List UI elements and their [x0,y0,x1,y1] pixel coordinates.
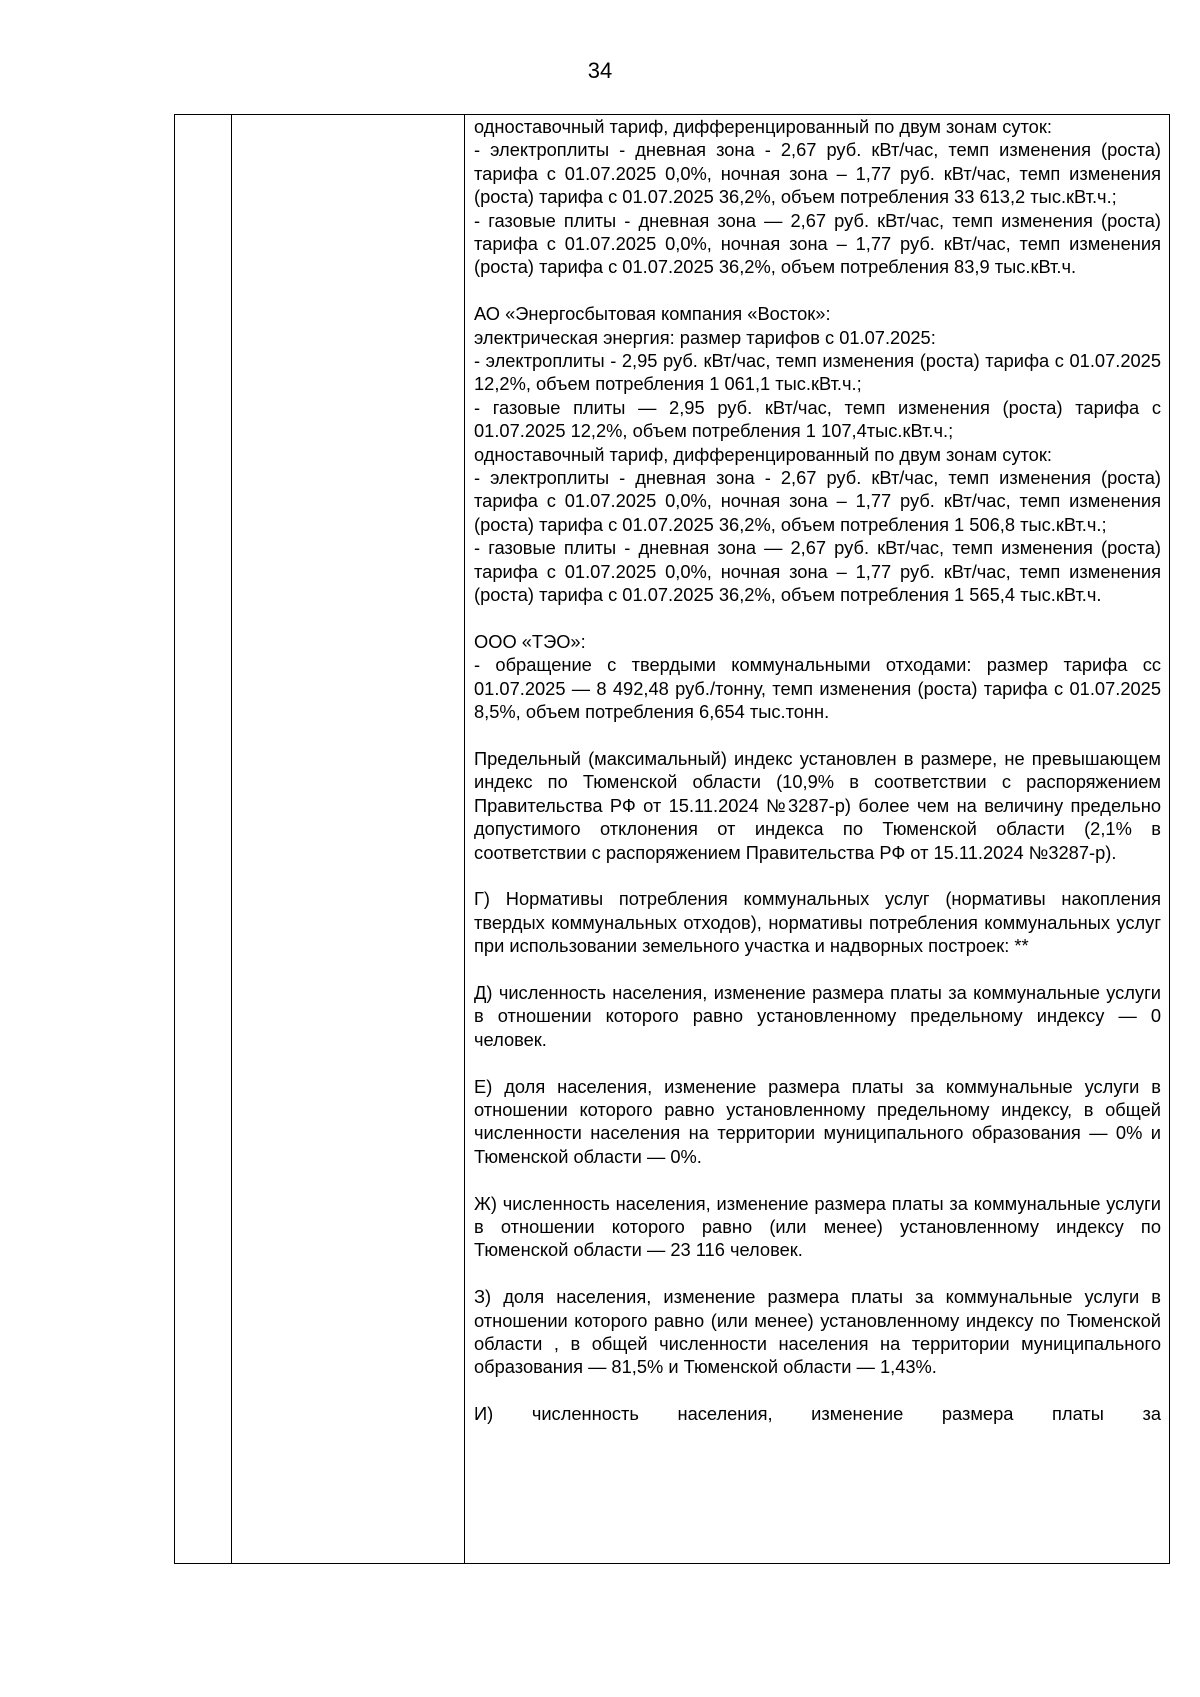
page-number: 34 [587,58,613,83]
text-block [474,887,1161,957]
text-block [474,1075,1161,1169]
text-paragraph: - газовые плиты - дневная зона — 2,67 руб. кВт/час, темп изменения (роста) тарифа с 01.07.2025 0,0%, ночная зона – 1,77 руб. кВт/час, темп изменения (роста) тарифа с 01.07.2025 36,2%, объем потребления 83,9 тыс.кВт.ч. [474,209,1161,278]
text-paragraph: - газовые плиты - дневная зона — 2,67 руб. кВт/час, темп изменения (роста) тарифа с 01.07.2025 0,0%, ночная зона – 1,77 руб. кВт/час, темп изменения (роста) тарифа с 01.07.2025 36,2%, объем потребления 1 565,4 тыс.кВт.ч. [474,537,1161,606]
text-block [474,1402,1161,1425]
text-block [474,302,1161,606]
document-table [174,114,1170,1564]
text-paragraph: Е) доля населения, изменение размера платы за коммунальные услуги в отношении которого равно установленному предельному индексу, в общей численности населения на территории муниципального образования — 0% и Тюменской области — 0%. [474,1075,1161,1167]
text-paragraph: электрическая энергия: размер тарифов с 01.07.2025: [474,326,936,348]
text-block [474,1285,1161,1379]
text-block [474,630,1161,724]
text-paragraph: Г) Нормативы потребления коммунальных услуг (нормативы накопления твердых коммунальных отходов), нормативы потребления коммунальных услуг при использовании земельного участка и надворных построек: ** [474,888,1161,957]
table-content-cell [474,115,1161,1426]
text-paragraph: Д) численность населения, изменение размера платы за коммунальные услуги в отношении которого равно установленному предельному индексу — 0 человек. [474,981,1161,1050]
text-paragraph: одноставочный тариф, дифференцированный по двум зонам суток: [474,443,1052,465]
text-paragraph: Ж) численность населения, изменение размера платы за коммунальные услуги в отношении которого равно (или менее) установленному индексу по Тюменской области — 23 116 человек. [474,1192,1161,1261]
text-paragraph: - электроплиты - 2,95 руб. кВт/час, темп изменения (роста) тарифа с 01.07.2025 12,2%, объем потребления 1 061,1 тыс.кВт.ч.; [474,350,1161,395]
text-paragraph: - электроплиты - дневная зона - 2,67 руб. кВт/час, темп изменения (роста) тарифа с 01.07.2025 0,0%, ночная зона – 1,77 руб. кВт/час, темп изменения (роста) тарифа с 01.07.2025 36,2%, объем потребления 33 613,2 тыс.кВт.ч.; [474,139,1161,208]
text-paragraph: И) численность населения, изменение размера платы за [474,1403,1161,1425]
text-block [474,981,1161,1051]
text-paragraph: З) доля населения, изменение размера платы за коммунальные услуги в отношении которого равно (или менее) установленному индексу по Тюменской области , в общей численности населения на территории муниципального образования — 81,5% и Тюменской области — 1,43%. [474,1286,1161,1378]
text-paragraph: - электроплиты - дневная зона - 2,67 руб. кВт/час, темп изменения (роста) тарифа с 01.07.2025 0,0%, ночная зона – 1,77 руб. кВт/час, темп изменения (роста) тарифа с 01.07.2025 36,2%, объем потребления 1 506,8 тыс.кВт.ч.; [474,467,1161,535]
text-paragraph: одноставочный тариф, дифференцированный по двум зонам суток: [474,116,1052,137]
text-paragraph: АО «Энергосбытовая компания «Восток»: [474,303,831,325]
text-paragraph: Предельный (максимальный) индекс установлен в размере, не превышающем индекс по Тюменской области (10,9% в соответствии с распоряжением Правительства РФ от 15.11.2024 №3287-р) более чем на величину предельно допустимого отклонения от индекса по Тюменской области (2,1% в соответствии с распоряжением Правительства РФ от 15.11.2024 №3287-р). [474,747,1161,863]
text-block [474,747,1161,864]
text-paragraph: - обращение с твердыми коммунальными отходами: размер тарифа сс 01.07.2025 — 8 492,48 руб./тонну, темп изменения (роста) тарифа с 01.07.2025 8,5%, объем потребления 6,654 тыс.тонн. [474,654,1161,723]
column-divider-1 [231,115,232,1563]
text-paragraph: - газовые плиты — 2,95 руб. кВт/час, темп изменения (роста) тарифа с 01.07.2025 12,2%, объем потребления 1 107,4тыс.кВт.ч.; [474,396,1161,442]
text-block [474,1192,1161,1262]
column-divider-2 [464,115,465,1563]
text-block [474,115,1161,279]
text-paragraph: ООО «ТЭО»: [474,630,586,652]
